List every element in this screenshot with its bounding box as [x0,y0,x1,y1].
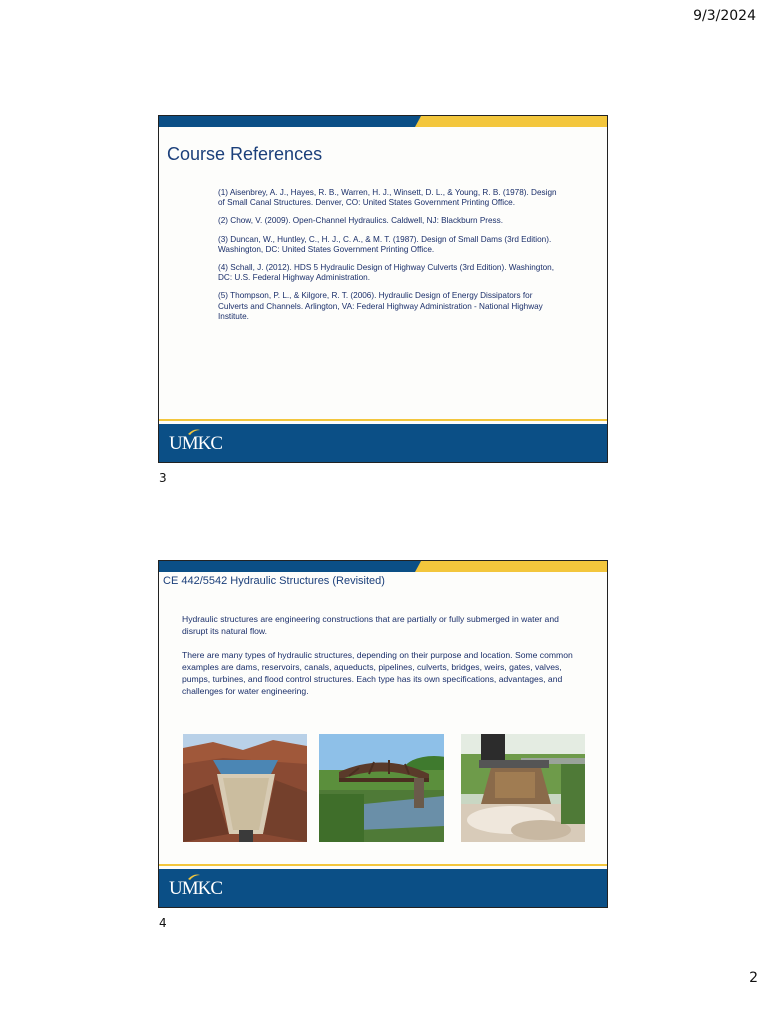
logo-swoosh-icon [188,874,200,880]
slide-hydraulic-structures [158,560,608,908]
slide-title: Course References [167,144,323,164]
slide-body [182,613,582,709]
body-paragraph: Hydraulic structures are engineering constructions that are partially or fully submerged in water and disrupt its natural flow. [182,614,559,636]
reference-item: (3) Duncan, W., Huntley, C., H. J., C. A., & M. T. (1987). Design of Small Dams (3rd Edition). Washington, DC: United States Government Printing Office. [218,234,552,254]
body-paragraph: There are many types of hydraulic structures, depending on their purpose and location. Some common examples are dams, reservoirs, canals, aqueducts, pipelines, culverts, bridges, weirs, gates, valves, pumps, turbines, and flood control structures. Each type has its own specifications, advantages, and challenges for water engineering. [182,650,573,696]
slide-number: 4 [159,916,167,930]
bridge-photo [319,734,444,842]
slide-top-banner [159,561,607,572]
page-number: 2 [749,970,758,986]
slide-title: CE 442/5542 Hydraulic Structures (Revisited) [163,575,385,587]
footer-gold-line [159,864,607,866]
logo-text: UMKC [169,433,223,454]
dam-photo [183,734,307,842]
reference-item: (1) Aisenbrey, A. J., Hayes, R. B., Warren, H. J., Winsett, D. L., & Young, R. B. (1978). Design of Small Canal Structures. Denver, CO: United States Government Printing Office. [218,188,557,208]
slide-footer [159,869,607,907]
slide-top-banner [159,116,607,127]
logo-text: UMKC [169,878,223,899]
slide-course-references [158,115,608,463]
slide-number: 3 [159,471,167,485]
logo-swoosh-icon [188,429,200,435]
reference-item: (5) Thompson, P. L., & Kilgore, R. T. (2006). Hydraulic Design of Energy Dissipators for Culverts and Channels. Arlington, VA: Federal Highway Administration - National Highway Institute. [218,291,543,321]
slide-footer [159,424,607,462]
umkc-logo [169,879,222,898]
reference-list [218,188,558,330]
page-date: 9/3/2024 [693,8,756,24]
footer-gold-line [159,419,607,421]
reference-item: (2) Chow, V. (2009). Open-Channel Hydraulics. Caldwell, NJ: Blackburn Press. [218,216,504,226]
reference-item: (4) Schall, J. (2012). HDS 5 Hydraulic Design of Highway Culverts (3rd Edition). Washington, DC: U.S. Federal Highway Administration. [218,263,554,283]
umkc-logo [169,434,222,453]
weir-photo [461,734,585,842]
